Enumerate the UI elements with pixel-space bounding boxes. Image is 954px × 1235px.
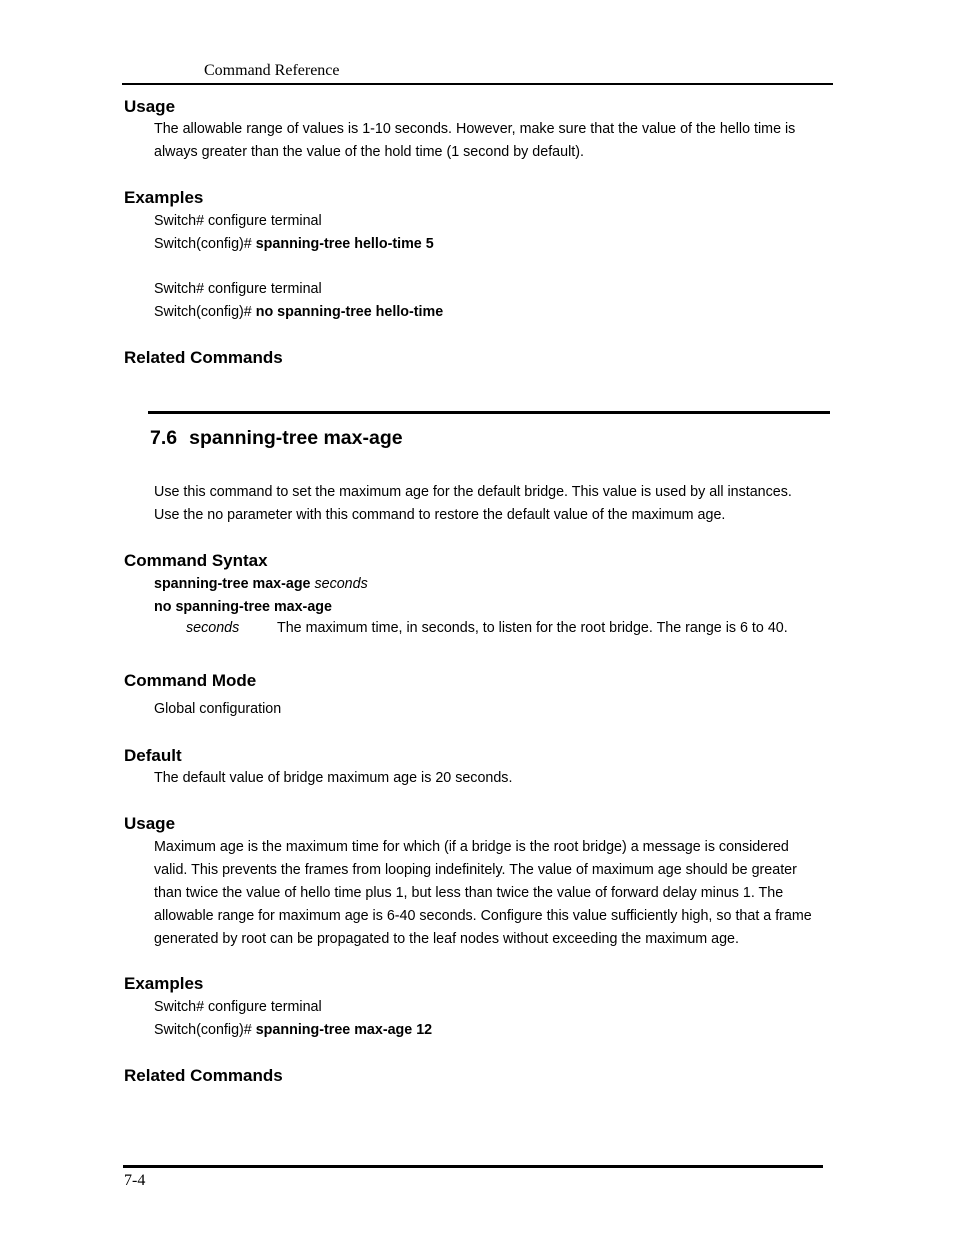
- related-commands-heading: Related Commands: [124, 348, 283, 367]
- usage-line: always greater than the value of the hold time (1 second by default).: [154, 144, 584, 160]
- syntax-block: [154, 573, 368, 619]
- intro-line: Use this command to set the maximum age for the default bridge. This value is used by all instances.: [154, 484, 792, 500]
- usage-line: than twice the value of hello time plus 1, but less than twice the value of forward delay minus 1. The: [154, 885, 784, 901]
- command-mode-heading: Command Mode: [124, 671, 257, 690]
- example-line: [154, 1019, 432, 1042]
- syntax-param: seconds: [314, 576, 368, 592]
- cli-prompt: Switch(config)#: [154, 1022, 256, 1038]
- example-line: [154, 301, 443, 324]
- page-number: 7-4: [124, 1172, 146, 1189]
- cli-prompt: Switch(config)#: [154, 236, 256, 252]
- cli-command: spanning-tree max-age 12: [255, 1022, 433, 1038]
- examples-heading: Examples: [124, 188, 204, 207]
- section-rule: [148, 411, 830, 414]
- header-rule: [122, 83, 833, 85]
- intro-line: Use the no parameter with this command to restore the default value of the maximum age.: [154, 507, 726, 523]
- example-line: Switch# configure terminal: [154, 999, 322, 1015]
- param-description: The maximum time, in seconds, to listen for the root bridge. The range is 6 to 40.: [277, 620, 788, 636]
- usage-line: generated by root can be propagated to the leaf nodes without exceeding the maximum age.: [154, 931, 739, 947]
- default-heading: Default: [124, 746, 182, 765]
- example-block: [154, 278, 443, 324]
- running-header-title: Command Reference: [204, 62, 340, 79]
- usage-paragraph: [154, 836, 812, 951]
- command-mode-text: Global configuration: [154, 701, 282, 717]
- cli-prompt: Switch(config)#: [154, 304, 256, 320]
- default-text: The default value of bridge maximum age is 20 seconds.: [154, 770, 513, 786]
- usage-line: valid. This prevents the frames from looping indefinitely. The value of maximum age should be greater: [154, 862, 797, 878]
- related-commands-heading: Related Commands: [124, 1066, 283, 1085]
- command-syntax-heading: Command Syntax: [124, 551, 268, 570]
- usage-heading: Usage: [124, 814, 176, 833]
- footer-rule: [123, 1165, 823, 1168]
- cli-command: spanning-tree hello-time 5: [255, 236, 434, 252]
- example-block: [154, 210, 434, 256]
- usage-line: allowable range for maximum age is 6-40 seconds. Configure this value sufficiently high, so that a frame: [154, 908, 812, 924]
- usage-heading: Usage: [124, 97, 176, 116]
- syntax-line: no spanning-tree max-age: [154, 599, 332, 615]
- section-title: [150, 427, 403, 450]
- section-intro: [154, 481, 792, 527]
- usage-line: The allowable range of values is 1-10 seconds. However, make sure that the value of the hello time is: [154, 121, 796, 137]
- example-line: [154, 233, 434, 256]
- cli-command: no spanning-tree hello-time: [255, 304, 444, 320]
- example-block: [154, 996, 432, 1042]
- section-number: 7.6: [150, 427, 178, 449]
- usage-line: Maximum age is the maximum time for which (if a bridge is the root bridge) a message is considered: [154, 839, 789, 855]
- param-name: seconds: [186, 620, 240, 636]
- syntax-command: spanning-tree max-age: [154, 576, 315, 592]
- examples-heading: Examples: [124, 974, 204, 993]
- example-line: Switch# configure terminal: [154, 281, 322, 297]
- example-line: Switch# configure terminal: [154, 213, 322, 229]
- syntax-line: [154, 573, 368, 596]
- section-name: spanning-tree max-age: [189, 427, 403, 449]
- usage-paragraph: [154, 118, 795, 164]
